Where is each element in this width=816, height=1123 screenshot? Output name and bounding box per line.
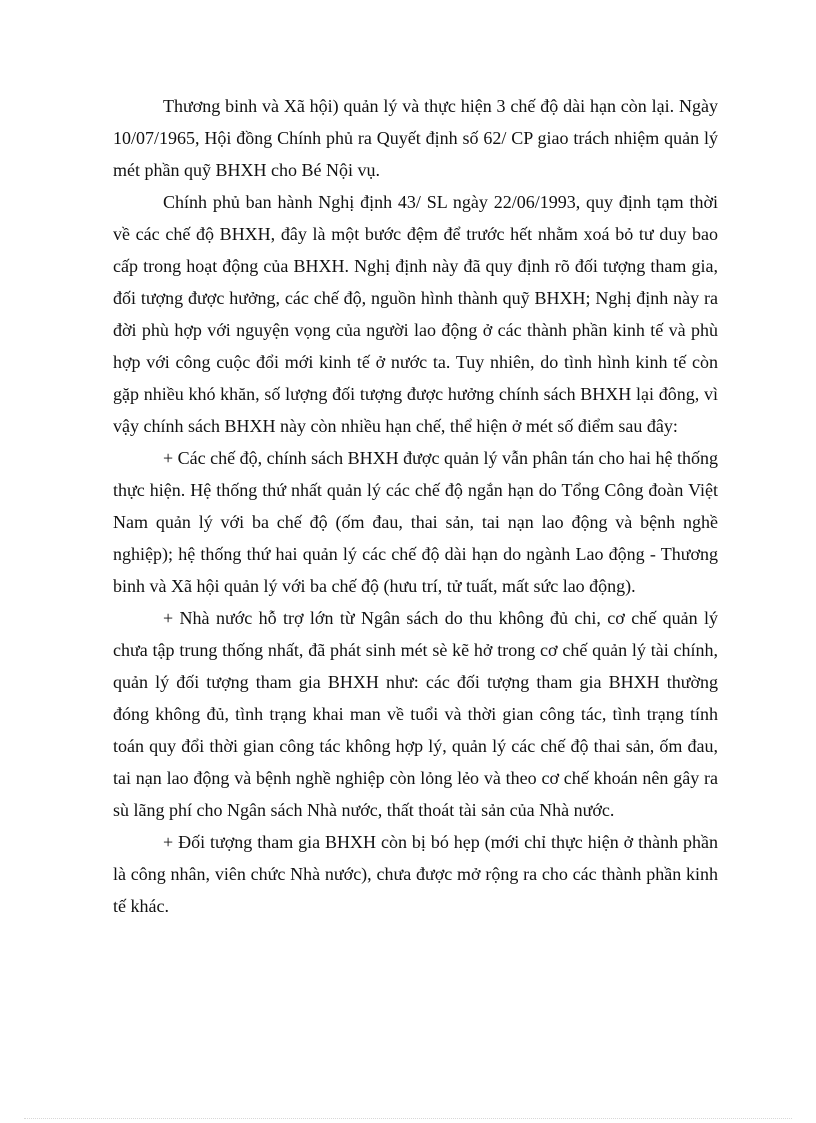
paragraph-4: + Nhà nước hỗ trợ lớn từ Ngân sách do thu không đủ chi, cơ chế quản lý chưa tập trung thống nhất, đã phát sinh mét sè kẽ hở trong cơ chế quản lý tài chính, quản lý đối tượng tham gia BHXH như: các đối tượng tham gia BHXH thường đóng không đủ, tình trạng khai man về tuổi và thời gian công tác, tình trạng tính toán quy đổi thời gian công tác không hợp lý, quản lý các chế độ thai sản, ốm đau, tai nạn lao động và bệnh nghề nghiệp còn lỏng lẻo và theo cơ chế khoán nên gây ra sù lãng phí cho Ngân sách Nhà nước, thất thoát tài sản của Nhà nước. [113, 608, 718, 820]
paragraph-5: + Đối tượng tham gia BHXH còn bị bó hẹp (mới chỉ thực hiện ở thành phần là công nhân, viên chức Nhà nước), chưa được mở rộng ra cho các thành phần kinh tế khác. [113, 832, 718, 916]
paragraph-1: Thương binh và Xã hội) quản lý và thực hiện 3 chế độ dài hạn còn lại. Ngày 10/07/1965, Hội đồng Chính phủ ra Quyết định số 62/ CP giao trách nhiệm quản lý mét phần quỹ BHXH cho Bé Nội vụ. [113, 96, 718, 180]
page-bottom-divider [24, 1118, 792, 1119]
paragraph-2: Chính phủ ban hành Nghị định 43/ SL ngày 22/06/1993, quy định tạm thời về các chế độ BHXH, đây là một bước đệm để trước hết nhằm xoá bỏ tư duy bao cấp trong hoạt động của BHXH. Nghị định này đã quy định rõ đối tượng tham gia, đối tượng được hưởng, các chế độ, nguồn hình thành quỹ BHXH; Nghị định này ra đời phù hợp với nguyện vọng của người lao động ở các thành phần kinh tế và phù hợp với công cuộc đổi mới kinh tế ở nước ta. Tuy nhiên, do tình hình kinh tế còn gặp nhiều khó khăn, số lượng đối tượng được hưởng chính sách BHXH lại đông, vì vậy chính sách BHXH này còn nhiều hạn chế, thể hiện ở mét số điểm sau đây: [113, 192, 718, 436]
paragraph-3: + Các chế độ, chính sách BHXH được quản lý vẫn phân tán cho hai hệ thống thực hiện. Hệ thống thứ nhất quản lý các chế độ ngắn hạn do Tổng Công đoàn Việt Nam quản lý với ba chế độ (ốm đau, thai sản, tai nạn lao động và bệnh nghề nghiệp); hệ thống thứ hai quản lý các chế độ dài hạn do ngành Lao động - Thương binh và Xã hội quản lý với ba chế độ (hưu trí, tử tuất, mất sức lao động). [113, 448, 718, 596]
document-body [113, 90, 718, 922]
